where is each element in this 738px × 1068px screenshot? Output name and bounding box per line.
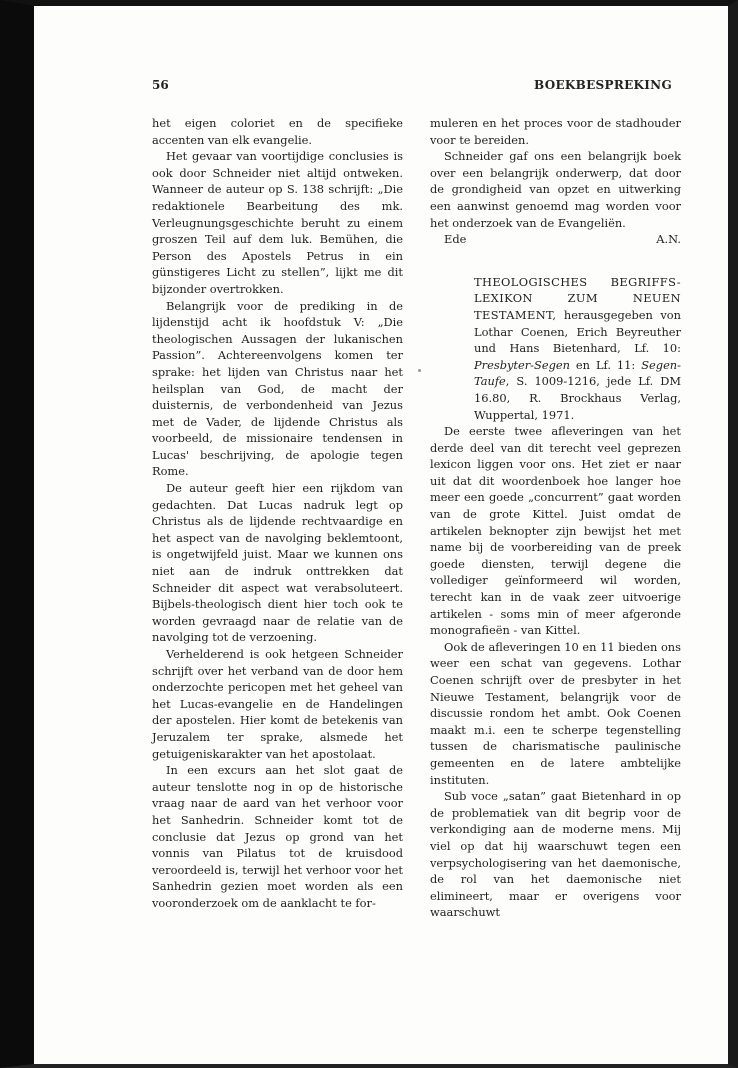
review-signature bbox=[430, 231, 681, 248]
book-reference bbox=[474, 274, 681, 423]
signature-place: Ede bbox=[444, 232, 467, 247]
paragraph: In een excurs aan het slot gaat de auteur tenslotte nog in op de historische vraag naar de aard van het verhoor voor het Sanhedrin. Schneider komt tot de conclusie dat Jezus op grond van het vonnis van Pilatus tot de kruisdood veroordeeld is, terwijl het verhoor voor het Sanhedrin gezien moet worden als een vooronderzoek om de aanklacht te for- bbox=[152, 763, 403, 910]
paragraph: Belangrijk voor de prediking in de lijdenstijd acht ik hoofdstuk V: „Die theologischen Aussagen der lukanischen Passion”. Achtereenvolgens komen ter sprake: het lijden van Christus naar het heilsplan van God, de macht der duisternis, de verbondenheid van Jezus met de Vader, de lijdende Christus als voorbeeld, de missionaire tendensen in Lucas' beschrijving, de apologie tegen Rome. bbox=[152, 298, 403, 479]
scan-speck bbox=[418, 369, 421, 372]
book-page bbox=[152, 78, 681, 978]
running-head bbox=[152, 78, 672, 98]
paragraph: Het gevaar van voortijdige conclusies is ook door Schneider niet altijd ontweken. Wanneer de auteur op S. 138 schrijft: „Die redaktionele Bearbeitung des mk. Verleugnungsgeschichte beruht zu einem groszen Teil auf dem luk. Bemühen, die Person des Apostels Petrus in ein günstigeres Licht zu stellen”, lijkt me dit bijzonder overtrokken. bbox=[152, 149, 403, 296]
paragraph: Sub voce „satan” gaat Bietenhard in op de problematiek van dit begrip voor de verkondiging aan de moderne mens. Mij viel op dat hij waarschuwt tegen een verpsychologisering van het daemonische, de rol van het daemonische niet elimineert, maar er overigens voor waarschuwt bbox=[430, 789, 681, 920]
book-publication: , S. 1009-1216, jede Lf. DM 16.80, R. Brockhaus Verlag, Wuppertal, 1971. bbox=[474, 374, 681, 422]
paragraph: De auteur geeft hier een rijkdom van gedachten. Dat Lucas nadruk legt op Christus als de lijdende rechtvaardige en het aspect van de navolging beklemtoont, is ongetwijfeld juist. Maar we kunnen ons niet aan de indruk onttrekken dat Schneider dit aspect wat verabsoluteert. Bijbels-theologisch dient hier toch ook te worden gevraagd naar de relatie van de navolging tot de verzoening. bbox=[152, 481, 403, 645]
left-column bbox=[152, 115, 403, 912]
paragraph: muleren en het proces voor de stadhouder voor te bereiden. bbox=[430, 116, 681, 147]
paragraph: Verhelderend is ook hetgeen Schneider schrijft over het verband van de door hem onderzochte pericopen met het geheel van het Lucas-evangelie en de Handelingen der apostelen. Hier komt de betekenis van Jeruzalem ter sprake, alsmede het getuigeniskarakter van het apostolaat. bbox=[152, 647, 403, 761]
paragraph: Ook de afleveringen 10 en 11 bieden ons weer een schat van gegevens. Lothar Coenen schrijft over de presbyter in het Nieuwe Testament, belangrijk voor de discussie rondom het ambt. Ook Coenen maakt m.i. een te scherpe tegenstelling tussen de charismatische paulinische gemeenten en de latere ambtelijke instituten. bbox=[430, 639, 681, 787]
book-editors: herausgegeben von Lothar Coenen, Erich Beyreuther und Hans Bietenhard, Lf. 10: bbox=[474, 307, 681, 356]
part-11-prefix: en Lf. 11: bbox=[575, 357, 636, 372]
right-column bbox=[430, 115, 681, 921]
paragraph: De eerste twee afleveringen van het derde deel van dit terecht veel geprezen lexicon liggen voor ons. Het ziet er naar uit dat dit woordenboek hoe langer hoe meer een goede „concurrent” gaat worden van de grote Kittel. Juist omdat de artikelen beknopter zijn bewijst het met name bij de voorbereiding van de preek goede diensten, terwijl degene die vollediger geïnformeerd wil worden, terecht kan in de vaak zeer uitvoerige artikelen - soms min of meer afgeronde monografieën - van Kittel. bbox=[430, 424, 681, 638]
signature-initials: A.N. bbox=[656, 232, 681, 247]
part-10-title: Presbyter-Segen bbox=[474, 357, 570, 372]
part-11-title: Segen-Taufe bbox=[474, 357, 681, 389]
page-number: 56 bbox=[152, 78, 169, 92]
paragraph: het eigen coloriet en de specifieke accenten van elk evangelie. bbox=[152, 116, 403, 147]
book-title: THEOLOGISCHES BEGRIFFS-LEXIKON ZUM NEUEN TESTAMENT, bbox=[474, 274, 681, 322]
paragraph: Schneider gaf ons een belangrijk boek over een belangrijk onderwerp, dat door de grondigheid van opzet en uitwerking een aanwinst genoemd mag worden voor het onderzoek van de Evangeliën. bbox=[430, 149, 681, 230]
section-title: BOEKBESPREKING bbox=[534, 78, 672, 92]
